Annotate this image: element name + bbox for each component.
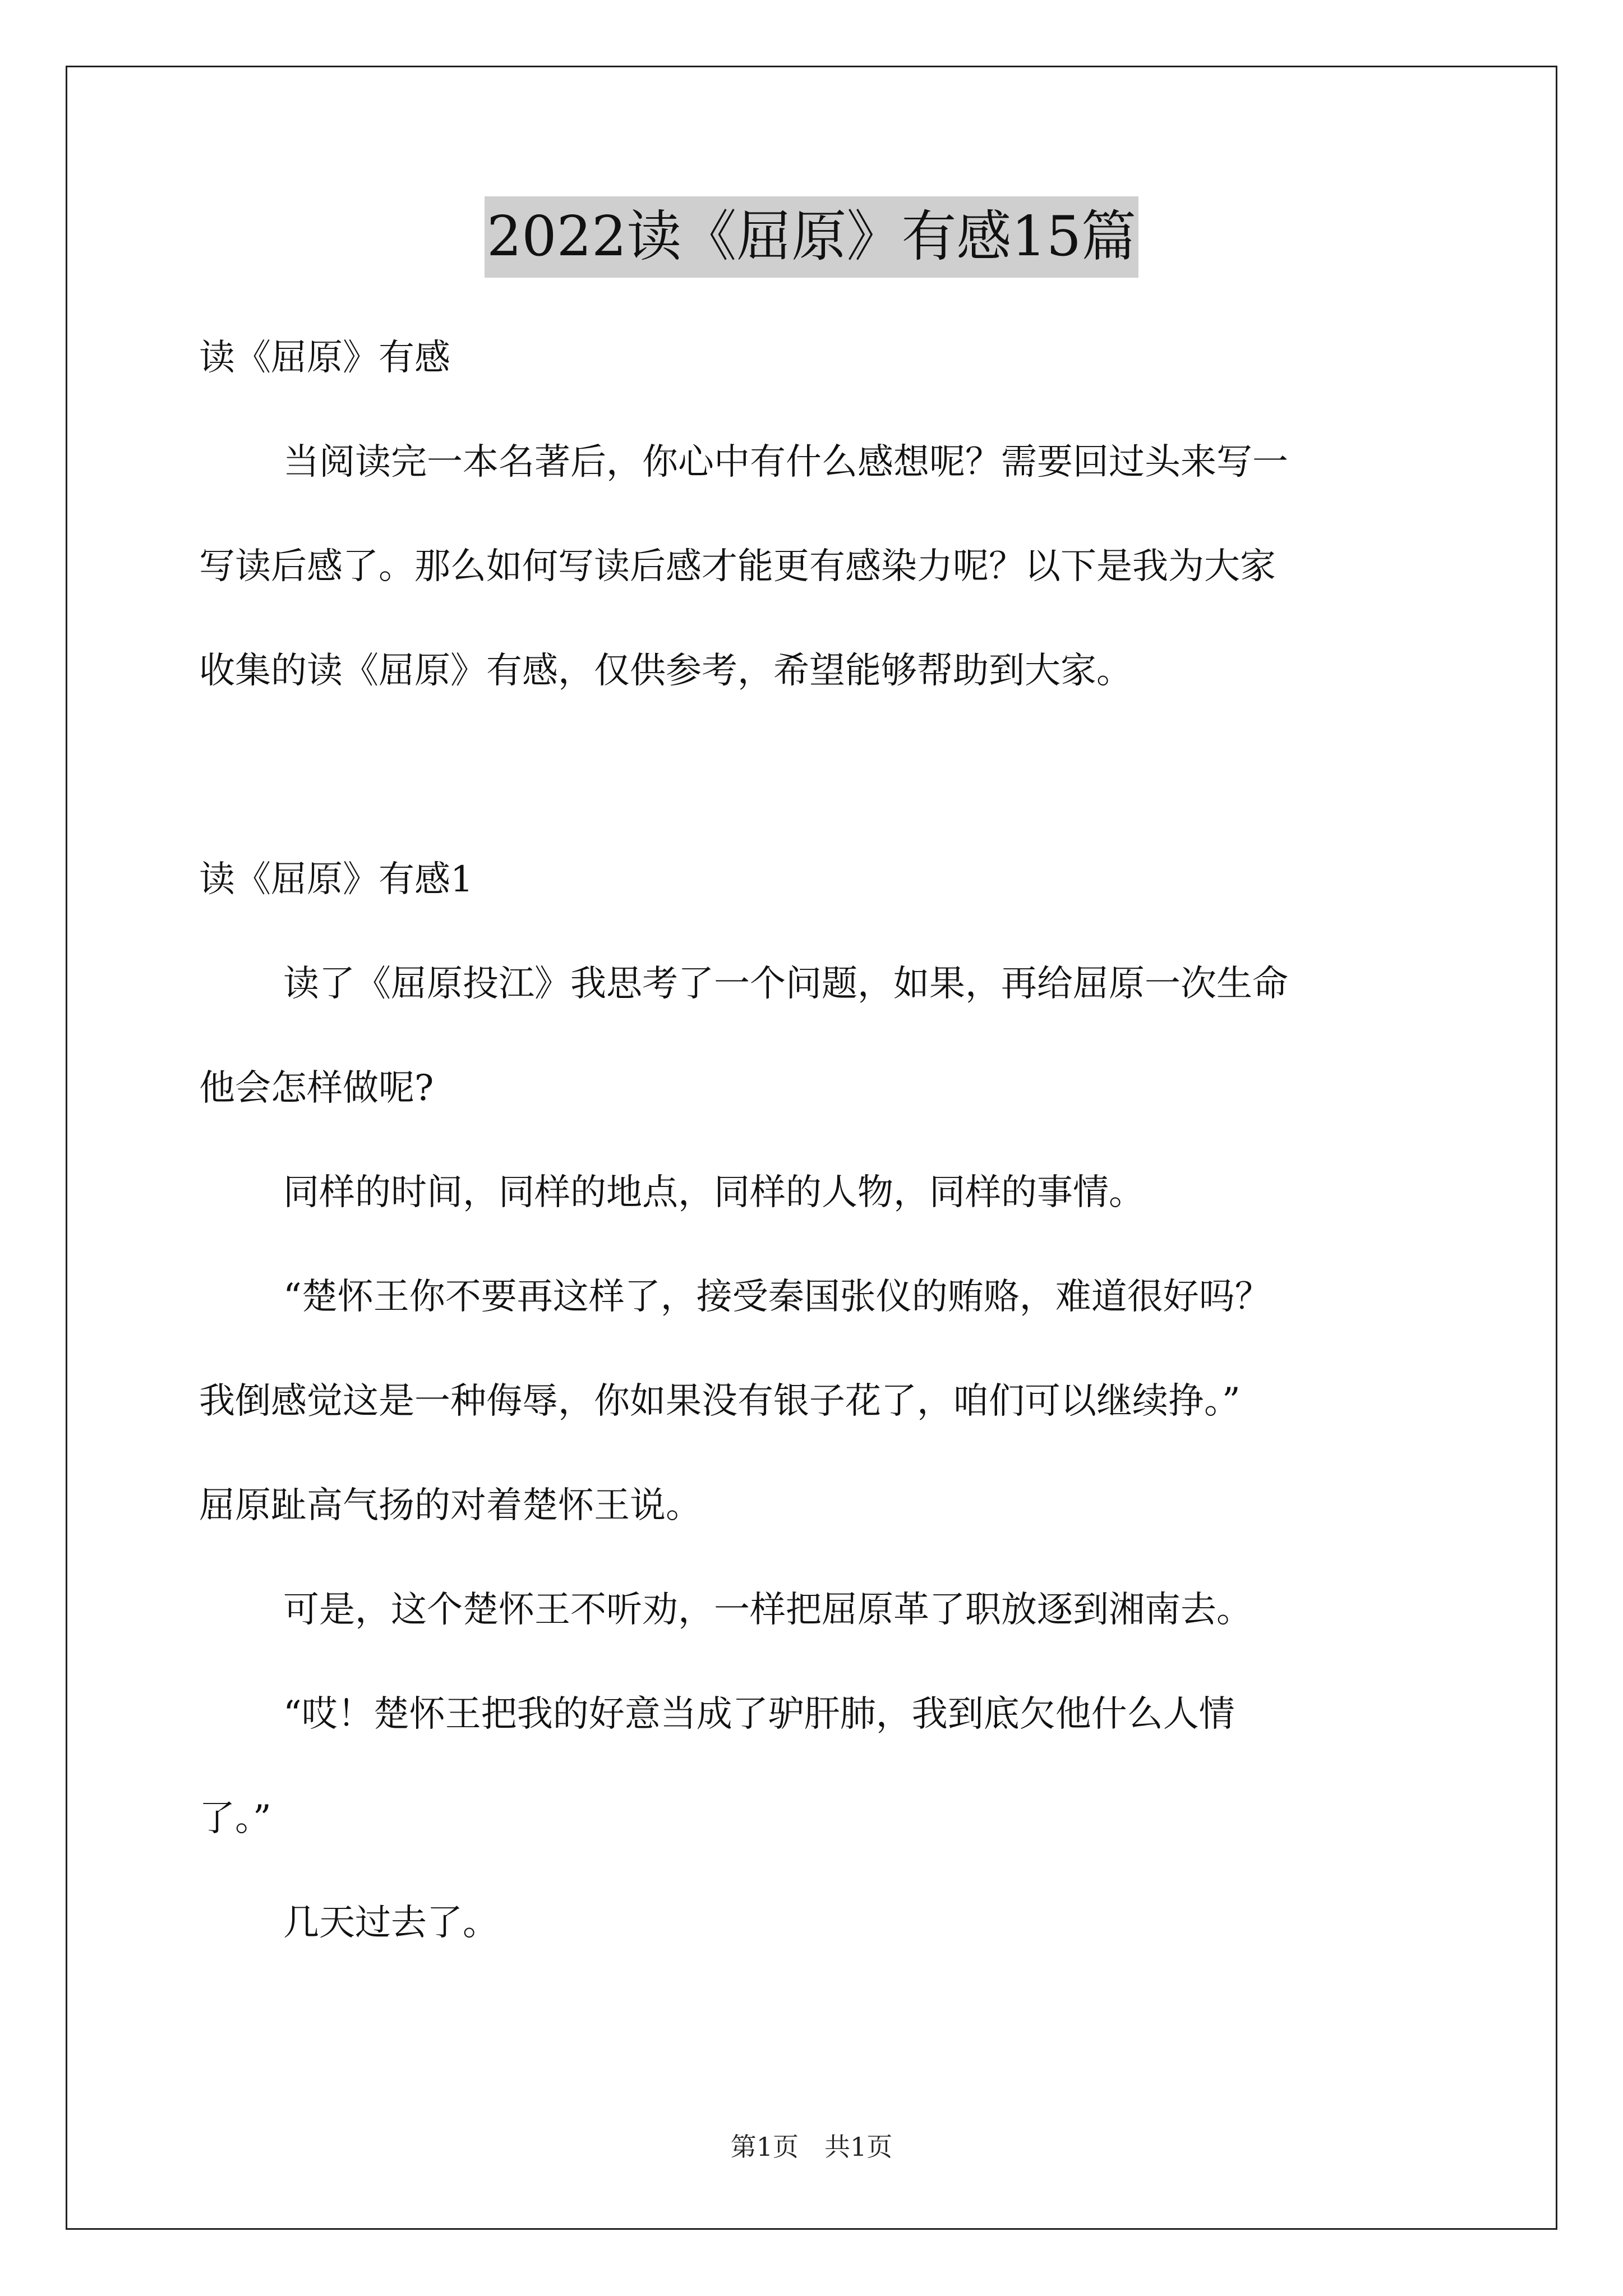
paragraph-line: 几天过去了。 xyxy=(283,1902,499,1944)
paragraph-line: 可是，这个楚怀王不听劝，一样把屈原革了职放逐到湘南去。 xyxy=(283,1589,1252,1631)
paragraph-line: 读了《屈原投江》我思考了一个问题，如果，再给屈原一次生命 xyxy=(283,963,1288,1005)
title-container xyxy=(0,196,1623,278)
paragraph-line: 了。” xyxy=(199,1798,271,1839)
paragraph-line: “哎！楚怀王把我的好意当成了驴肝肺，我到底欠他什么人情 xyxy=(283,1694,1235,1735)
paragraph-line: 他会怎样做呢? xyxy=(199,1068,434,1109)
paragraph-line: 我倒感觉这是一种侮辱，你如果没有银子花了，咱们可以继续挣。” xyxy=(199,1381,1241,1422)
paragraph-line: 同样的时间，同样的地点，同样的人物，同样的事情。 xyxy=(283,1172,1145,1213)
intro-paragraph-line: 当阅读完一本名著后，你心中有什么感想呢？需要回过头来写一 xyxy=(283,441,1288,483)
paragraph-line: 屈原趾高气扬的对着楚怀王说。 xyxy=(199,1485,702,1526)
section-heading: 读《屈原》有感1 xyxy=(199,859,473,900)
document-body xyxy=(199,306,1427,1975)
page-footer xyxy=(0,2130,1623,2164)
intro-paragraph-line: 写读后感了。那么如何写读后感才能更有感染力呢？以下是我为大家 xyxy=(199,546,1276,587)
intro-paragraph-line: 收集的读《屈原》有感，仅供参考，希望能够帮助到大家。 xyxy=(199,650,1132,692)
paragraph-line: “楚怀王你不要再这样了，接受秦国张仪的贿赂，难道很好吗？ xyxy=(283,1276,1271,1318)
intro-heading: 读《屈原》有感 xyxy=(199,337,450,379)
page-number-total: 共1页 xyxy=(824,2132,893,2162)
document-title: 2022读《屈原》有感15篇 xyxy=(485,196,1138,278)
page-number-current: 第1页 xyxy=(730,2132,799,2162)
section-spacer xyxy=(199,723,1427,827)
